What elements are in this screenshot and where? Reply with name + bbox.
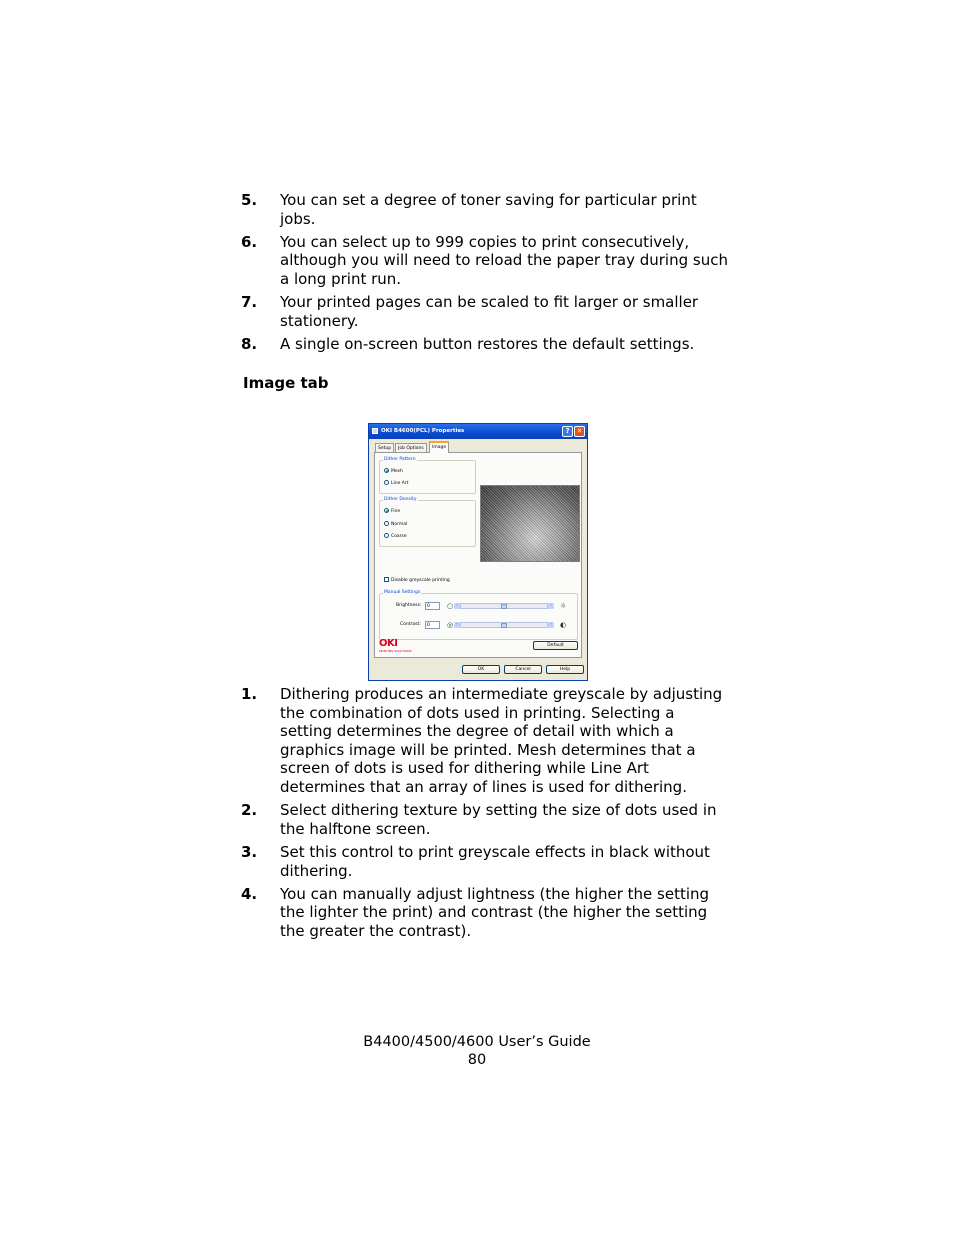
manual-settings-group (379, 590, 578, 640)
step-number: 5. (241, 191, 258, 209)
step-text: Your printed pages can be scaled to fit larger or smaller stationery. (280, 293, 699, 330)
brightness-label: Brightness: (396, 603, 422, 608)
step-number: 7. (241, 293, 258, 312)
tab-setup[interactable]: Setup (375, 443, 394, 452)
tab-panel (374, 452, 582, 658)
printer-icon (372, 428, 378, 434)
contrast-slider-thumb[interactable] (501, 623, 507, 628)
brightness-slider-thumb[interactable] (501, 604, 507, 609)
dither-preview-image (480, 485, 580, 562)
oki-logo: OKI (379, 638, 398, 649)
radio-mesh[interactable]: Mesh (384, 468, 403, 475)
steps-list-top (241, 191, 731, 358)
step-text: Dithering produces an intermediate greyscale by adjusting the combination of dots used in printing. Selecting a setting determines the degree of detail with which a graphics image will be printed. Mesh determines that a screen of dots is used for dithering while Line Art determines that an array of lines is used for dithering. (280, 685, 723, 796)
section-heading: Image tab (243, 374, 329, 392)
contrast-right-arrow[interactable]: › (548, 622, 554, 628)
list-item (241, 685, 731, 797)
step-number: 3. (241, 842, 258, 861)
brightness-left-arrow[interactable]: ‹ (454, 603, 460, 609)
low-contrast-icon: ◎ (447, 621, 454, 629)
group-label: Manual Settings (384, 590, 421, 595)
contrast-left-arrow[interactable]: ‹ (454, 622, 460, 628)
brightness-input[interactable]: 0 (425, 602, 440, 610)
radio-coarse[interactable]: Coarse (384, 533, 407, 540)
radio-selected-icon (384, 468, 389, 473)
page-number: 80 (467, 1052, 487, 1068)
dither-density-group (379, 497, 476, 547)
dialog-title: OKI B4600(PCL) Properties (381, 428, 465, 434)
brightness-right-arrow[interactable]: › (548, 603, 554, 609)
ok-button[interactable]: OK (462, 665, 500, 674)
list-item (241, 335, 731, 354)
list-item (241, 801, 731, 838)
dialog-titlebar (369, 424, 587, 439)
dither-pattern-group (379, 457, 476, 494)
radio-normal[interactable]: Normal (384, 521, 407, 528)
step-number: 2. (241, 801, 258, 820)
step-number: 4. (241, 884, 258, 903)
list-item (241, 293, 731, 330)
tab-image[interactable]: Image (429, 441, 449, 453)
radio-icon (384, 521, 389, 526)
oki-logo-tagline: PRINTING SOLUTIONS (379, 649, 412, 653)
footer-guide-title: B4400/4500/4600 User’s Guide (363, 1034, 591, 1050)
contrast-input[interactable]: 0 (425, 621, 440, 629)
checkbox-icon (384, 577, 389, 582)
contrast-label: Contrast: (400, 622, 421, 627)
radio-icon (384, 480, 389, 485)
steps-list-bottom (241, 685, 731, 945)
list-item (241, 843, 731, 880)
list-item (241, 233, 731, 289)
disable-greyscale-checkbox[interactable]: Disable greyscale printing (384, 577, 450, 584)
step-text: A single on-screen button restores the default settings. (280, 334, 695, 353)
step-text: You can set a degree of toner saving for particular print jobs. (280, 191, 697, 228)
radio-line-art[interactable]: Line Art (384, 480, 409, 487)
close-button[interactable]: ✕ (574, 426, 585, 437)
properties-dialog-screenshot (368, 423, 588, 681)
help-button[interactable]: Help (546, 665, 584, 674)
sun-icon: ☼ (560, 602, 567, 610)
step-text: You can manually adjust lightness (the higher the setting the lighter the print) and contrast (the higher the setting the greater the contrast). (280, 884, 710, 940)
group-label: Dither Density (384, 497, 417, 502)
contrast-icon: ◐ (560, 621, 567, 629)
step-number: 8. (241, 334, 258, 353)
step-text: You can select up to 999 copies to print consecutively, although you will need to reload the paper tray during such a long print run. (280, 232, 728, 288)
cancel-button[interactable]: Cancel (504, 665, 542, 674)
radio-fine[interactable]: Fine (384, 508, 400, 515)
group-label: Dither Pattern (384, 457, 416, 462)
step-number: 1. (241, 685, 258, 703)
tab-job-options[interactable]: Job Options (395, 443, 427, 452)
list-item (241, 885, 731, 941)
help-title-button[interactable]: ? (562, 426, 573, 437)
default-button[interactable]: Default (533, 641, 578, 650)
radio-icon (384, 533, 389, 538)
step-number: 6. (241, 232, 258, 251)
step-text: Set this control to print greyscale effects in black without dithering. (280, 842, 710, 880)
step-text: Select dithering texture by setting the size of dots used in the halftone screen. (280, 801, 717, 838)
low-brightness-icon: ○ (447, 602, 454, 610)
list-item (241, 191, 731, 228)
radio-selected-icon (384, 508, 389, 513)
